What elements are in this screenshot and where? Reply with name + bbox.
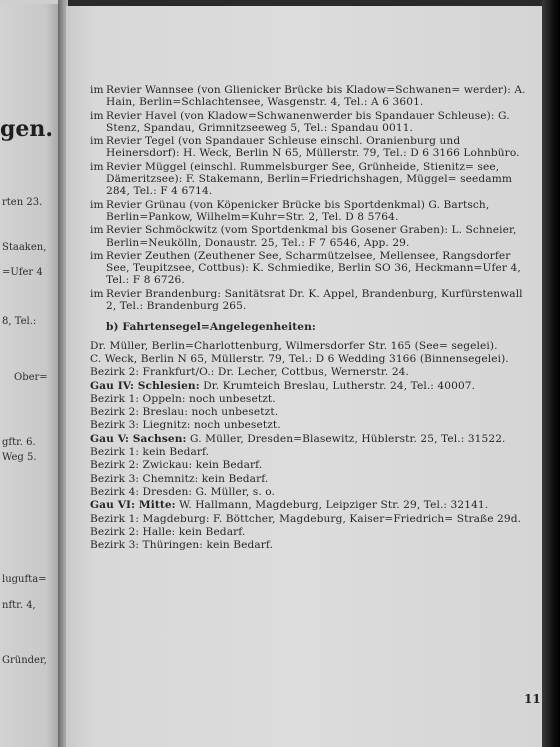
revier-entry: im Revier Brandenburg: Sanitätsrat Dr. K. Appel, Brandenburg, Kurfürstenwall 2, Tel.: Brandenburg 265. [90, 287, 523, 313]
bezirk-line: Bezirk 1: Magdeburg: F. Böttcher, Magdeburg, Kaiser=Friedrich= Straße 29d. [90, 512, 522, 525]
gau-entry: Gau VI: Mitte: W. Hallmann, Magdeburg, Leipziger Str. 29, Tel.: 32141. [90, 499, 489, 512]
revier-entry: im Revier Grünau (von Köpenicker Brücke bis Sportdenkmal) G. Bartsch, Berlin=Pankow, Wilhelm=Kuhr=Str. 2, Tel. D 8 5764. [90, 198, 490, 223]
left-page [0, 4, 58, 747]
revier-entry: im Revier Müggel (einschl. Rummelsburger See, Grünheide, Stienitz= see, Dämeritzsee): F. Stakemann, Berlin=Friedrichshagen, Müggel= seedamm 284, Tel.: F 4 6714. [90, 160, 512, 198]
right-page-edge [542, 0, 560, 747]
bezirk-line: Bezirk 3: Thüringen: kein Bedarf. [90, 539, 274, 552]
bezirk-line: Bezirk 2: Frankfurt/O.: Dr. Lecher, Cottbus, Wernerstr. 24. [90, 366, 409, 379]
revier-entry: im Revier Wannsee (von Glienicker Brücke bis Kladow=Schwanen= werder): A. Hain, Berlin=Schlachtensee, Wasgenstr. 4, Tel.: A 6 3601. [90, 84, 526, 109]
bezirk-line: Bezirk 4: Dresden: G. Müller, s. o. [90, 485, 276, 498]
bezirk-line: Bezirk 3: Liegnitz: noch unbesetzt. [90, 419, 281, 432]
page-number: 11 [524, 692, 541, 706]
bezirk-line: Bezirk 3: Chemnitz: kein Bedarf. [90, 472, 269, 485]
left-fragment: Gründer, [2, 655, 47, 666]
revier-entry: im Revier Havel (von Kladow=Schwanenwerder bis Spandauer Schleuse): G. Stenz, Spandau, Grimnitzseeweg 5, Tel.: Spandau 0011. [90, 109, 510, 134]
left-fragment: gftr. 6. [2, 437, 36, 448]
left-fragment: lugufta= [2, 574, 47, 585]
bezirk-line: Bezirk 1: Oppeln: noch unbesetzt. [90, 392, 276, 405]
left-fragment: Staaken, [2, 242, 47, 253]
left-fragment: nftr. 4, [2, 600, 36, 611]
left-fragment: Ober= [14, 372, 48, 383]
bezirk-line: Bezirk 2: Halle: kein Bedarf. [90, 525, 246, 538]
gau-entry: Gau IV: Schlesien: Dr. Krumteich Breslau, Lutherstr. 24, Tel.: 40007. [90, 379, 476, 392]
revier-entry: im Revier Tegel (von Spandauer Schleuse einschl. Oranienburg und Heinersdorf): H. Weck, Berlin N 65, Müllerstr. 79, Tel.: D 6 3166 Lohnbüro. [90, 135, 520, 160]
left-fragment: 8, Tel.: [2, 316, 37, 327]
page-text [90, 84, 532, 552]
revier-entry: im Revier Schmöckwitz (vom Sportdenkmal bis Gosener Graben): L. Schneier, Berlin=Neukölln, Donaustr. 25, Tel.: F 7 6546, App. 29. [90, 224, 517, 249]
left-fragment: gen. [0, 116, 54, 142]
bezirk-line: Bezirk 2: Zwickau: kein Bedarf. [90, 459, 263, 472]
fahrten-entry: Dr. Müller, Berlin=Charlottenburg, Wilmersdorfer Str. 165 (See= segelei). [90, 339, 498, 352]
fahrten-entry: C. Weck, Berlin N 65, Müllerstr. 79, Tel.: D 6 Wedding 3166 (Binnensegelei). [90, 352, 509, 365]
revier-entry: im Revier Zeuthen (Zeuthener See, Scharmützelsee, Mellensee, Rangsdorfer See, Teupitzsee, Cottbus): K. Schmiedike, Berlin SO 36, Heckmann=Ufer 4, Tel.: F 8 6726. [90, 249, 521, 287]
left-fragment: =Ufer 4 [2, 267, 43, 278]
section-heading: b) Fahrtensegel=Angelegenheiten: [106, 321, 316, 334]
left-fragment: Weg 5. [2, 452, 37, 463]
revier-list [90, 84, 532, 312]
left-fragment: rten 23. [2, 197, 43, 208]
gau-entry: Gau V: Sachsen: G. Müller, Dresden=Blasewitz, Hüblerstr. 25, Tel.: 31522. [90, 432, 506, 445]
bezirk-line: Bezirk 2: Breslau: noch unbesetzt. [90, 406, 279, 419]
bezirk-line: Bezirk 1: kein Bedarf. [90, 446, 210, 459]
right-page [66, 6, 542, 747]
